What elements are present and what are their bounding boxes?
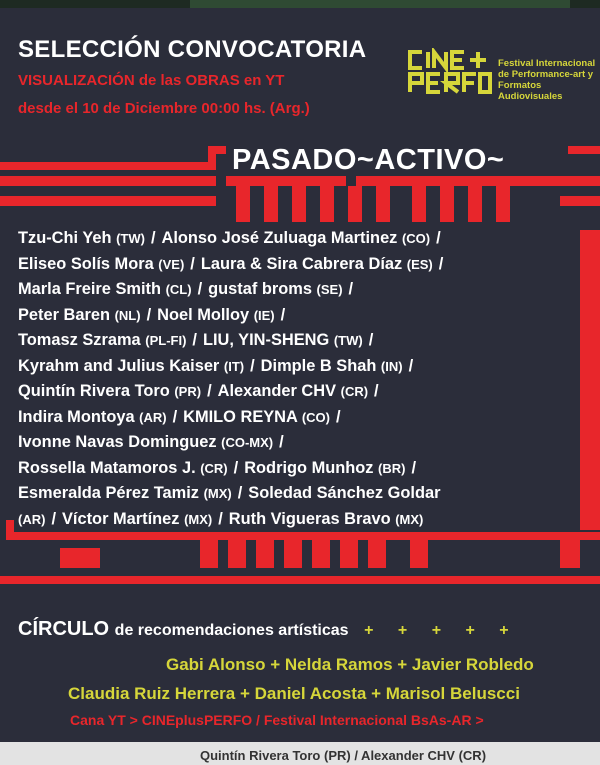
separator-slash: / bbox=[280, 305, 286, 324]
logo-text: Festival Internacional de Performance-art y Formatos Audiovisuales bbox=[498, 58, 596, 102]
artist-row bbox=[18, 405, 588, 431]
separator-slash: / bbox=[172, 407, 178, 426]
separator-slash: / bbox=[411, 458, 417, 477]
recommendations-line-2: Claudia Ruiz Herrera + Daniel Acosta + Marisol Beluscci bbox=[68, 684, 520, 703]
artist-name: Noel Molloy bbox=[157, 305, 250, 324]
artist-country: (CO) bbox=[401, 231, 431, 246]
artist-country: (PR) bbox=[174, 384, 202, 399]
artist-country: (CR) bbox=[200, 460, 228, 476]
artist-name: Marla Freire Smith bbox=[18, 280, 162, 298]
separator-slash: / bbox=[233, 458, 239, 477]
artist-row bbox=[18, 456, 588, 482]
separator-slash: / bbox=[438, 254, 444, 273]
recommendations-line-1: Gabi Alonso + Nelda Ramos + Javier Robledo bbox=[166, 655, 534, 674]
separator-slash: / bbox=[51, 509, 56, 528]
separator-slash: / bbox=[190, 254, 195, 273]
artist-name: Soledad Sánchez Goldar bbox=[248, 484, 441, 502]
artist-name: Laura & Sira Cabrera Díaz bbox=[200, 254, 403, 273]
artist-name: Rossella Matamoros J. bbox=[18, 458, 196, 477]
artist-country: (ES) bbox=[406, 256, 433, 272]
artist-row bbox=[18, 277, 588, 303]
artist-country: (AR) bbox=[139, 409, 167, 425]
separator-slash: / bbox=[146, 305, 152, 324]
artist-row bbox=[18, 430, 588, 456]
artist-name: Kyrahm and Julius Kaiser bbox=[18, 356, 220, 375]
artist-country: (TW) bbox=[116, 231, 145, 246]
separator-slash: / bbox=[279, 433, 284, 451]
artist-name: Ruth Vigueras Bravo bbox=[228, 509, 391, 528]
artist-country: (CR) bbox=[340, 384, 369, 399]
artist-country: (CO) bbox=[301, 409, 330, 425]
artist-name: Ivonne Navas Dominguez bbox=[18, 433, 217, 451]
artist-country: (SE) bbox=[316, 282, 343, 297]
artist-row bbox=[18, 303, 588, 329]
separator-slash: / bbox=[348, 280, 354, 298]
artist-row bbox=[18, 226, 588, 252]
bottom-cut-strip bbox=[0, 742, 600, 765]
artist-country: (IN) bbox=[380, 358, 403, 374]
separator-slash: / bbox=[374, 382, 379, 400]
artist-country: (MX) bbox=[395, 511, 424, 527]
separator-slash: / bbox=[197, 280, 203, 298]
artist-row bbox=[18, 354, 588, 380]
separator-slash: / bbox=[237, 484, 243, 502]
artist-row bbox=[18, 379, 588, 405]
artist-name: KMILO REYNA bbox=[183, 407, 298, 426]
separator-slash: / bbox=[218, 509, 223, 528]
recommendations-plus-signs: + + + + + bbox=[364, 622, 519, 639]
artist-name: Peter Baren bbox=[18, 305, 111, 324]
artist-name: Eliseo Solís Mora bbox=[18, 254, 154, 273]
recommendations-heading bbox=[18, 618, 519, 641]
artist-name: gustaf broms bbox=[208, 280, 312, 298]
artist-country: (PL-FI) bbox=[145, 333, 187, 348]
artist-country: (AR) bbox=[18, 511, 46, 527]
page-title: SELECCIÓN CONVOCATORIA bbox=[18, 36, 367, 63]
artist-row bbox=[18, 252, 588, 278]
subtitle-date: desde el 10 de Diciembre 00:00 hs. (Arg.) bbox=[18, 100, 310, 117]
artist-country: (BR) bbox=[378, 460, 406, 476]
artist-row bbox=[18, 481, 588, 507]
separator-slash: / bbox=[150, 229, 156, 247]
artist-country: (VE) bbox=[158, 256, 185, 272]
artist-country: (TW) bbox=[333, 333, 363, 348]
artist-name: Alonso José Zuluaga Martinez bbox=[161, 229, 398, 247]
artist-name: Quintín Rivera Toro bbox=[18, 382, 170, 400]
artist-country: (MX) bbox=[184, 511, 213, 527]
festival-logo bbox=[408, 48, 598, 102]
artist-country: (MX) bbox=[203, 486, 232, 501]
artist-country: (NL) bbox=[114, 307, 141, 323]
artist-name: Rodrigo Munhoz bbox=[244, 458, 374, 477]
bottom-cut-text: Quintín Rivera Toro (PR) / Alexander CHV (CR) bbox=[200, 748, 487, 763]
artist-name: Víctor Martínez bbox=[62, 509, 180, 528]
artist-name: Dimple B Shah bbox=[260, 356, 377, 375]
cineperfo-logo-icon bbox=[408, 48, 492, 96]
separator-slash: / bbox=[368, 331, 374, 349]
artist-country: (CL) bbox=[165, 282, 192, 297]
subtitle-visualization: VISUALIZACIÓN de las OBRAS en YT bbox=[18, 72, 285, 89]
artist-name: Tzu-Chi Yeh bbox=[18, 229, 112, 247]
recommendations-heading-word: CÍRCULO bbox=[18, 618, 110, 640]
youtube-channel-link[interactable]: Cana YT > CINEplusPERFO / Festival Internacional BsAs-AR > bbox=[70, 712, 484, 728]
separator-slash: / bbox=[408, 356, 414, 375]
recommendations-heading-rest: de recomendaciones artísticas bbox=[114, 622, 349, 639]
section-title: PASADO~ACTIVO~ bbox=[232, 144, 505, 176]
artist-name: Indira Montoya bbox=[18, 407, 135, 426]
artist-country: (CO-MX) bbox=[221, 435, 274, 450]
artist-name: Esmeralda Pérez Tamiz bbox=[18, 484, 199, 502]
separator-slash: / bbox=[192, 331, 197, 349]
separator-slash: / bbox=[436, 229, 441, 247]
artist-name: Tomasz Szrama bbox=[18, 331, 141, 349]
artist-name: LIU, YIN-SHENG bbox=[202, 331, 330, 349]
artist-country: (IE) bbox=[253, 307, 275, 323]
separator-slash: / bbox=[336, 407, 341, 426]
artist-row bbox=[18, 507, 588, 533]
artist-names-list bbox=[18, 226, 588, 532]
artist-row bbox=[18, 328, 588, 354]
artist-country: (IT) bbox=[223, 358, 245, 374]
artist-name: Alexander CHV bbox=[217, 382, 337, 400]
separator-slash: / bbox=[250, 356, 255, 375]
separator-slash: / bbox=[207, 382, 212, 400]
